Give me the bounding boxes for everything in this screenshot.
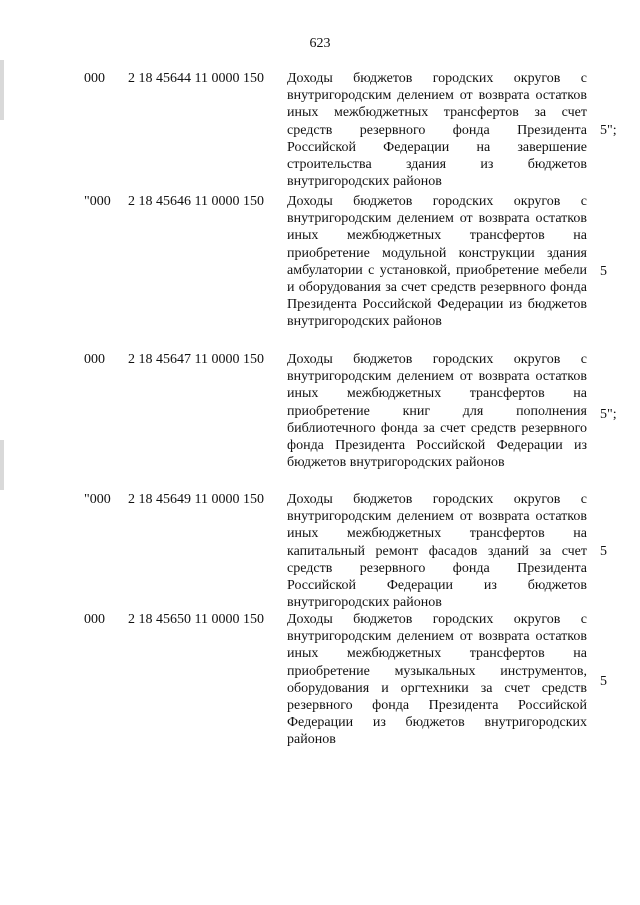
income-description: Доходы бюджетов городских округов с внутригородским делением от возврата остатков иных межбюджетных трансфертов на приобретение модульной конструкции здания амбулатории с установкой, приобретение мебели и оборудования за счет средств резервного фонда Президента Российской Федерации из бюджетов внутригородских районов [287, 194, 587, 330]
income-code: 2 18 45649 11 0000 150 [128, 492, 264, 507]
row-value: 5 [600, 264, 607, 279]
admin-code: 000 [84, 612, 105, 627]
income-description: Доходы бюджетов городских округов с внутригородским делением от возврата остатков иных межбюджетных трансфертов на приобретение книг для пополнения библиотечного фонда за счет средств резервного фонда Президента Российской Федерации из бюджетов внутригородских районов [287, 352, 587, 471]
income-description: Доходы бюджетов городских округов с внутригородским делением от возврата остатков иных межбюджетных трансфертов за счет средств резервного фонда Президента Российской Федерации на завершение строительства здания из бюджетов внутригородских районов [287, 71, 587, 190]
income-description: Доходы бюджетов городских округов с внутригородским делением от возврата остатков иных межбюджетных трансфертов на приобретение музыкальных инструментов, оборудования и оргтехники за счет средств резервного фонда Президента Российской Федерации из бюджетов внутригородских районов [287, 612, 587, 748]
page-number: 623 [309, 36, 331, 51]
income-code: 2 18 45650 11 0000 150 [128, 612, 264, 627]
income-code: 2 18 45646 11 0000 150 [128, 194, 264, 209]
row-value: 5"; [600, 407, 617, 422]
row-value: 5 [600, 544, 607, 559]
row-value: 5"; [600, 123, 617, 138]
row-value: 5 [600, 674, 607, 689]
income-description: Доходы бюджетов городских округов с внутригородским делением от возврата остатков иных межбюджетных трансфертов на капитальный ремонт фасадов зданий за счет средств резервного фонда Президента Российской Федерации из бюджетов внутригородских районов [287, 492, 587, 611]
admin-code: 000 [84, 352, 105, 367]
admin-code: "000 [84, 492, 111, 507]
income-code: 2 18 45644 11 0000 150 [128, 71, 264, 86]
admin-code: "000 [84, 194, 111, 209]
income-code: 2 18 45647 11 0000 150 [128, 352, 264, 367]
table-row [0, 491, 640, 611]
table-row [0, 70, 640, 193]
admin-code: 000 [84, 71, 105, 86]
table-row [0, 193, 640, 351]
revenue-code-table [0, 70, 640, 751]
table-row [0, 611, 640, 751]
table-row [0, 351, 640, 491]
